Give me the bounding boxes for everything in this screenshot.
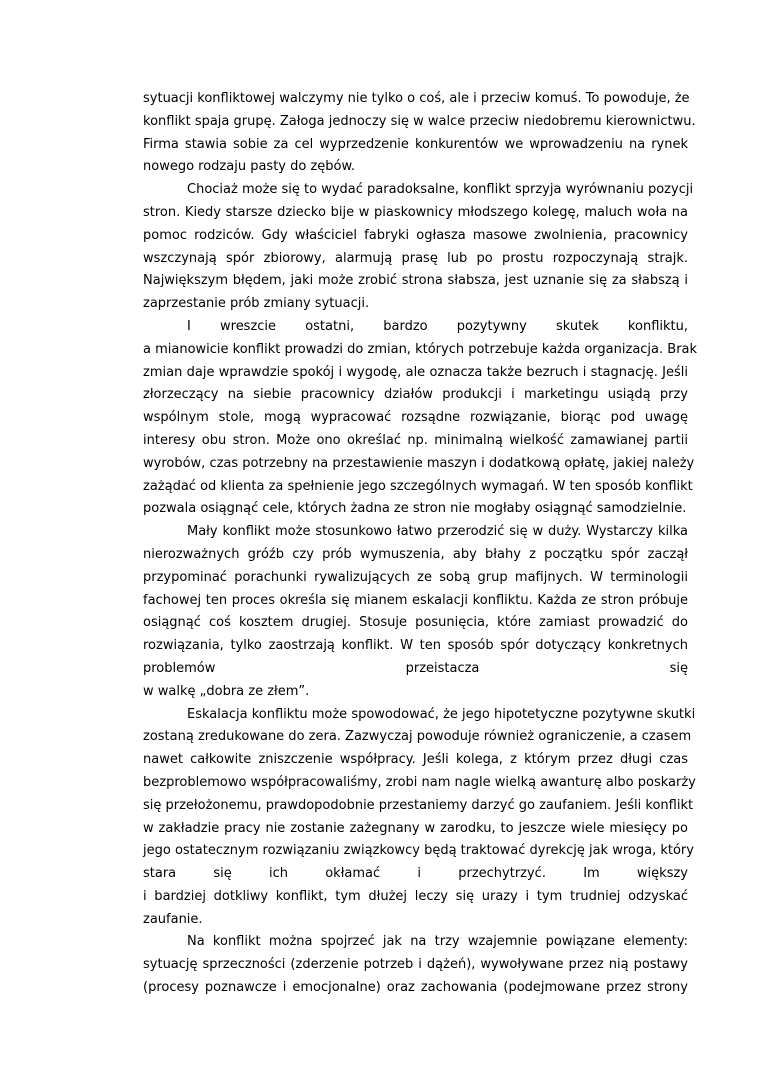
text-line: Firma stawia sobie za cel wyprzedzenie konkurentów we wprowadzeniu na rynek — [143, 136, 688, 152]
text-line: I wreszcie ostatni, bardzo pozytywny skutek konfliktu, — [187, 318, 688, 334]
text-line: Największym błędem, jaki może zrobić strona słabsza, jest uznanie się za słabszą i — [143, 273, 688, 289]
text-line: zaufanie. — [143, 911, 203, 927]
text-line: konflikt spaja grupę. Załoga jednoczy się w walce przeciw niedobremu kierownictwu. — [143, 113, 696, 129]
text-line: osiągnąć coś kosztem drugiej. Stosuje posunięcia, które zamiast prowadzić do — [143, 615, 688, 631]
text-line: zażądać od klienta za spełnienie jego szczególnych wymagań. W ten sposób konflikt — [143, 478, 693, 494]
text-line: w walkę „dobra ze złem”. — [143, 683, 310, 699]
text-line: (procesy poznawcze i emocjonalne) oraz zachowania (podejmowane przez strony — [143, 980, 688, 996]
text-line: zostaną zredukowane do zera. Zazwyczaj powoduje również ograniczenie, a czasem — [143, 729, 692, 745]
text-line: Mały konflikt może stosunkowo łatwo przerodzić się w duży. Wystarczy kilka — [187, 524, 688, 540]
text-line: złorzeczący na siebie pracownicy działów produkcji i marketingu usiądą przy — [143, 387, 688, 403]
text-line: stara się ich okłamać i przechytrzyć. Im większy — [143, 866, 688, 882]
text-line: nowego rodzaju pasty do zębów. — [143, 159, 356, 175]
text-line: sytuacji konfliktowej walczymy nie tylko o coś, ale i przeciw komuś. To powoduje, że — [143, 91, 690, 106]
text-line: bezproblemowo współpracowaliśmy, zrobi nam nagle wielką awanturę albo poskarży — [143, 774, 696, 790]
text-line: sytuację sprzeczności (zderzenie potrzeb i dążeń), wywoływane przez nią postawy — [143, 957, 688, 973]
text-line: wspólnym stole, mogą wypracować rozsądne rozwiązanie, biorąc pod uwagę — [143, 410, 688, 426]
text-line: fachowej ten proces określa się mianem eskalacji konfliktu. Każda ze stron próbuje — [143, 592, 688, 608]
text-line: rozwiązania, tylko zaostrzają konflikt. W ten sposób spór dotyczący konkretnych — [143, 638, 688, 654]
text-line: zmian daje wprawdzie spokój i wygodę, ale oznacza także bezruch i stagnację. Jeśli — [143, 364, 688, 380]
text-line: Chociaż może się to wydać paradoksalne, konflikt sprzyja wyrównaniu pozycji — [187, 182, 694, 198]
text-line: pozwala osiągnąć cele, których żadna ze stron nie mogłaby osiągnąć samodzielnie. — [143, 501, 687, 517]
text-line: zaprzestanie prób zmiany sytuacji. — [143, 296, 370, 312]
text-line: jego ostatecznym rozwiązaniu związkowcy będą traktować dyrekcję jak wroga, który — [143, 843, 694, 859]
text-line: się przełożonemu, prawdopodobnie przestaniemy darzyć go zaufaniem. Jeśli konflikt — [143, 797, 694, 813]
text-line: pomoc rodziców. Gdy właściciel fabryki ogłasza masowe zwolnienia, pracownicy — [143, 227, 688, 243]
text-line: nierozważnych gróźb czy prób wymuszenia, aby błahy z początku spór zaczął — [143, 546, 688, 562]
text-line: interesy obu stron. Może ono określać np. minimalną wielkość zamawianej partii — [143, 432, 688, 448]
text-line: Eskalacja konfliktu może spowodować, że jego hipotetyczne pozytywne skutki — [187, 706, 696, 722]
text-line: Na konflikt można spojrzeć jak na trzy wzajemnie powiązane elementy: — [187, 934, 688, 950]
text-line: a mianowicie konflikt prowadzi do zmian, których potrzebuje każda organizacja. Brak — [143, 341, 698, 357]
text-line: w zakładzie pracy nie zostanie zażegnany w zarodku, to jeszcze wiele miesięcy po — [143, 820, 688, 836]
text-line: nawet całkowite zniszczenie współpracy. Jeśli kolega, z którym przez długi czas — [143, 752, 688, 768]
text-line: i bardziej dotkliwy konflikt, tym dłużej leczy się urazy i tym trudniej odzyskać — [143, 888, 688, 904]
body-text — [143, 88, 698, 1000]
text-line: wyrobów, czas potrzebny na przestawienie maszyn i dodatkową opłatę, jakiej należy — [143, 455, 695, 471]
text-line: stron. Kiedy starsze dziecko bije w piaskownicy młodszego kolegę, maluch woła na — [143, 204, 688, 220]
text-line: problemów przeistacza się — [143, 660, 688, 676]
text-line: przypominać porachunki rywalizujących ze sobą grup mafijnych. W terminologii — [143, 569, 688, 585]
text-line: wszczynają spór zbiorowy, alarmują prasę lub po prostu rozpoczynają strajk. — [143, 250, 688, 266]
